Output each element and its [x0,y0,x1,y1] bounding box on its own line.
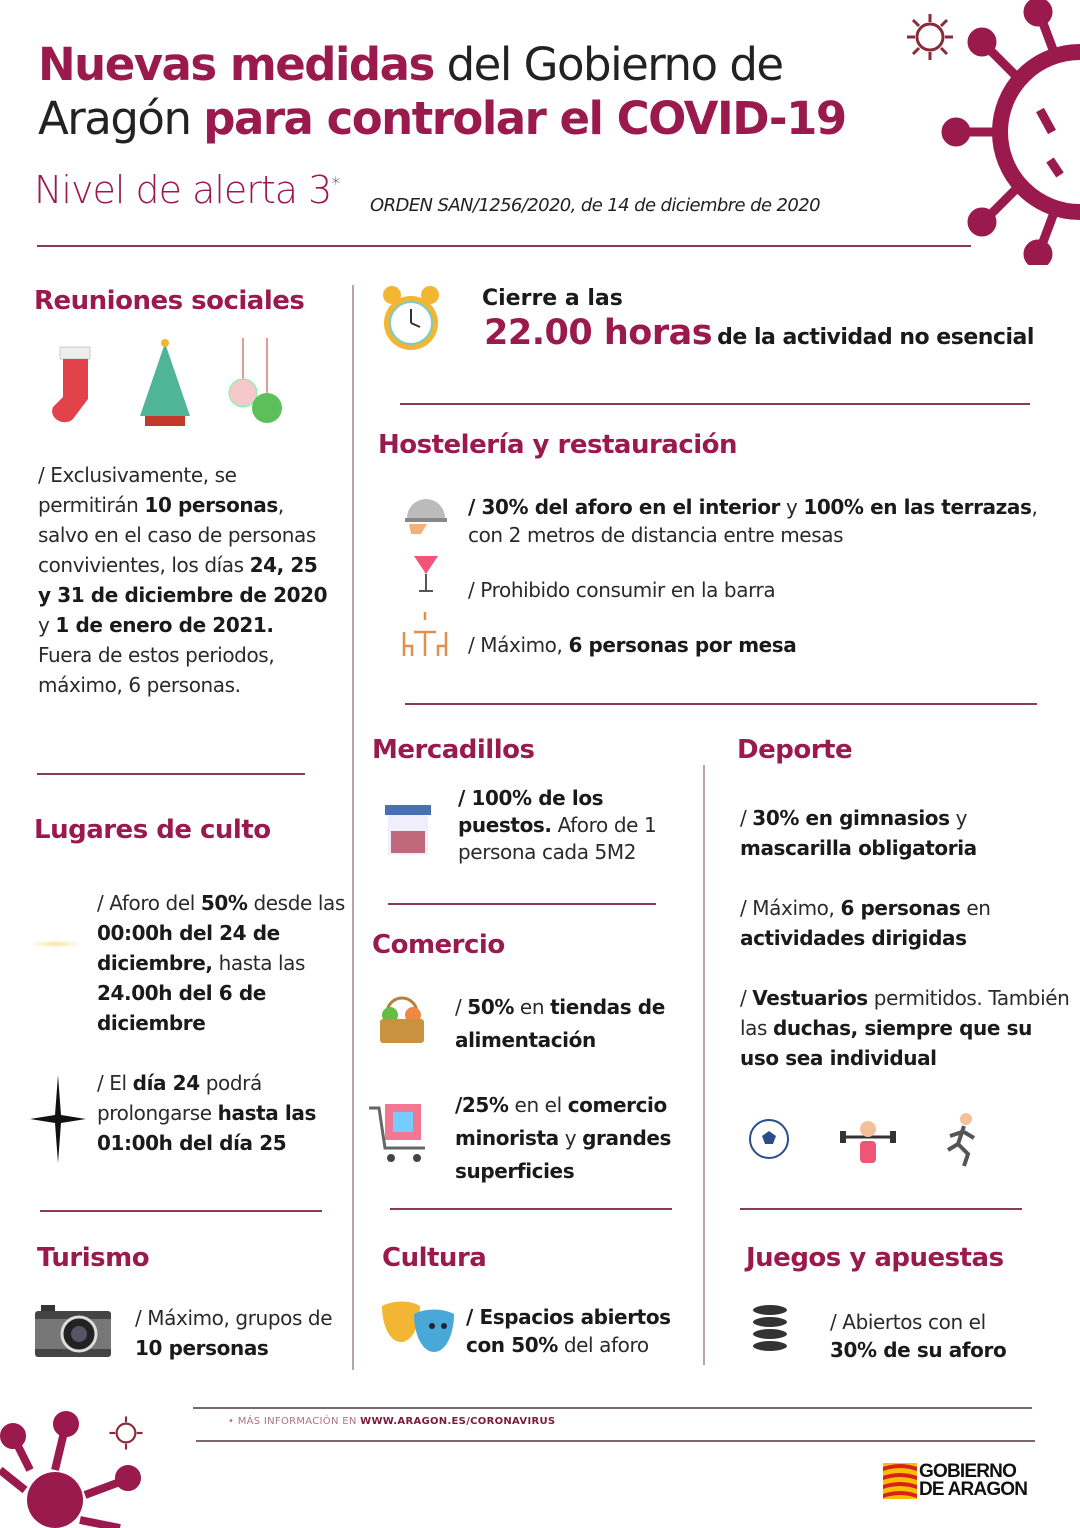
cierre-line1: Cierre a las [482,286,623,311]
cultura-text [466,1303,696,1359]
text: / Exclusivamente, se permitirán [38,463,237,517]
aragon-flag-icon [883,1463,917,1499]
christmas-ornaments-icon [225,338,285,428]
table-chairs-icon [400,612,450,658]
logo-line-1: GOBIERNO [919,1461,1017,1482]
section-title-comercio: Comercio [372,930,505,960]
bold-text: Nuevas medidas [38,38,434,91]
divider [37,773,305,775]
text: / Máximo, grupos de [135,1306,333,1330]
christmas-tree-icon [135,338,195,428]
bold-text: 10 personas [144,493,278,517]
culto-text-1 [97,888,347,1038]
bold-text: 24, 25 y 31 de diciembre de 2020 [38,553,328,607]
text: / Abiertos con el [830,1310,986,1334]
camera-icon [35,1305,111,1357]
text: Aragón [38,92,204,145]
bold-text: tiendas de alimentación [455,995,665,1052]
poker-chips-icon [748,1302,792,1358]
divider [740,1208,1022,1210]
column-divider-right [703,765,705,1365]
bold-text: / 30% del aforo en el interior [468,495,780,519]
text: y [38,613,56,637]
section-title-cultura: Cultura [382,1243,487,1273]
bold-text: 50% [467,995,514,1019]
comercio-item-1 [455,991,695,1057]
bold-text: 6 personas [840,896,961,920]
grocery-basket-icon [375,993,429,1045]
bold-text: 6 personas por mesa [568,633,797,657]
shopping-cart-icon [367,1100,431,1166]
section-title-hosteleria: Hostelería y restauración [378,430,738,460]
title-line-2 [38,92,846,146]
text: / Máximo, [740,896,841,920]
text: y [558,1126,583,1150]
theater-masks-icon [380,1300,456,1356]
bold-text: actividades dirigidas [740,926,967,950]
title-line-1 [38,38,846,92]
footer-info-prefix: MÁS INFORMACIÓN EN [237,1416,361,1427]
bold-text: / Espacios abiertos con 50% [466,1305,671,1357]
cocktail-icon [412,552,440,594]
reuniones-text [38,460,328,700]
cierre-line2 [484,313,1034,353]
order-reference: ORDEN SAN/1256/2020, de 14 de diciembre de 2020 [370,195,820,216]
bold-text: 50% [200,891,248,915]
small-virus-icon [905,12,955,62]
candle-light-icon [28,940,83,948]
section-title-culto: Lugares de culto [34,815,271,845]
page-title [38,38,846,146]
text: Fuera de estos periodos, máximo, 6 personas. [38,643,275,697]
star-icon [30,1075,86,1163]
soccer-ball-icon [748,1118,790,1160]
hosteleria-item-1 [468,493,1038,549]
hosteleria-item-3 [468,630,1028,660]
bold-text: 1 de enero de 2021. [55,613,274,637]
text: hasta las [212,951,306,975]
text: / Aforo del [97,891,201,915]
cierre-rest: de la actividad no esencial [717,325,1034,350]
divider [40,1210,322,1212]
weightlifter-icon [838,1115,898,1165]
gobierno-aragon-logo [883,1463,1027,1499]
text: y [949,806,968,830]
section-title-juegos: Juegos y apuestas [746,1243,1004,1273]
section-title-turismo: Turismo [37,1243,150,1273]
deporte-item-2 [740,893,1060,953]
bold-text: hasta las 01:00h del día 25 [97,1101,316,1155]
text: / [455,995,468,1019]
text: y [780,495,804,519]
text: permitidos. También las [740,986,1070,1040]
text: en [513,995,551,1019]
logo-line-2: DE ARAGON [919,1479,1028,1500]
bold-text: 30% de su aforo [830,1338,1007,1362]
section-title-mercadillos: Mercadillos [372,735,535,765]
text: / [740,986,753,1010]
comercio-item-2 [455,1089,700,1188]
bold-text: /25% [455,1093,509,1117]
small-virus-icon-bottom [108,1415,144,1451]
footer-info: • MÁS INFORMACIÓN EN WWW.ARAGON.ES/CORONAVIRUS [228,1416,556,1427]
food-cloche-icon [403,492,449,536]
text: , con 2 metros de distancia entre mesas [468,495,1038,547]
cierre-hour: 22.00 horas [484,313,713,353]
bold-text: mascarilla obligatoria [740,836,977,860]
text: / El [97,1071,133,1095]
virus-icon [940,0,1080,265]
divider [405,703,1037,705]
section-title-reuniones: Reuniones sociales [34,286,305,316]
bold-text: 10 personas [135,1336,269,1360]
text: del aforo [557,1333,649,1357]
footer-divider-top [193,1407,1032,1409]
culto-text-2 [97,1068,347,1158]
alert-level-text: Nivel de alerta 3 [34,168,332,212]
deporte-item-3 [740,983,1070,1073]
divider [400,403,1030,405]
text: del Gobierno de [433,38,783,91]
christmas-stocking-icon [45,342,100,427]
bold-text: Vestuarios [752,986,868,1010]
bold-text: comercio minorista [455,1093,667,1150]
text: desde las [247,891,345,915]
section-title-deporte: Deporte [737,735,853,765]
column-divider-left [352,285,354,1370]
bold-text: 100% en las terrazas [803,495,1032,519]
text: / Prohibido consumir en la barra [468,578,776,602]
bold-text: 24.00h del 6 de diciembre [97,981,266,1035]
text: en el [508,1093,568,1117]
text: en [960,896,991,920]
bold-text: día 24 [132,1071,200,1095]
market-stall-icon [383,803,433,857]
footer-info-link[interactable]: WWW.ARAGON.ES/CORONAVIRUS [360,1416,556,1427]
runner-icon [940,1112,980,1168]
bold-text: para controlar el COVID-19 [203,92,846,145]
bold-text: grandes superficies [455,1126,672,1183]
text: , salvo en el caso de personas convivientes, los días [38,493,316,577]
bold-text: 30% en gimnasios [752,806,950,830]
divider [388,903,656,905]
bold-text: / 100% de los puestos. [458,786,604,837]
turismo-text [135,1303,335,1363]
text: / [740,806,753,830]
deporte-item-1 [740,803,1060,863]
bold-text: duchas, siempre que su uso sea individual [740,1016,1032,1070]
divider [390,1208,672,1210]
alert-asterisk: * [331,173,340,195]
text: podrá prolongarse [97,1071,262,1125]
text: / Máximo, [468,633,569,657]
mercadillos-text [458,785,683,866]
bold-text: 00:00h del 24 de diciembre, [97,921,280,975]
footer-divider-bottom [196,1440,1035,1442]
hosteleria-item-2 [468,575,1028,605]
header-divider [37,245,971,247]
text: Aforo de 1 persona cada 5M2 [458,813,657,864]
alarm-clock-icon [380,283,442,359]
alert-level [34,168,339,212]
juegos-text [830,1308,1030,1364]
